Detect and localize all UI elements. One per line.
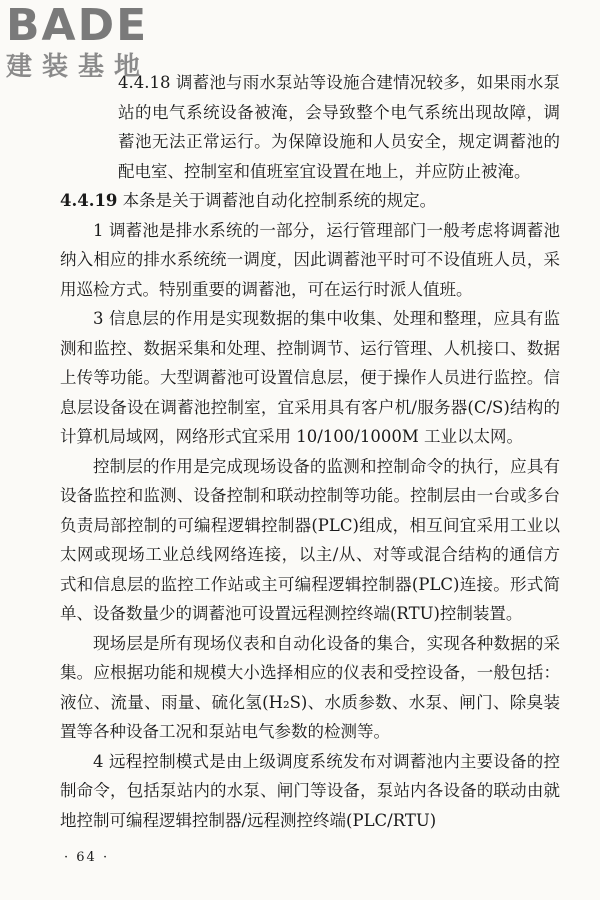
paragraph-control-layer: 控制层的作用是完成现场设备的监测和控制命令的执行，应具有设备监控和监测、设备控制和联动控制等功能。控制层由一台或多台负责局部控制的可编程逻辑控制器(PLC)组成，相互间宜采用工业以太网或现场工业总线网络连接，以主/从、对等或混合结构的通信方式和信息层的监控工作站或主可编程逻辑控制器(PLC)连接。形式简单、设备数量少的调蓄池可设置远程测控终端(RTU)控制装置。 (60, 456, 560, 623)
page-number: · 64 · (64, 850, 110, 865)
paragraph-4-4-19 (60, 186, 560, 216)
paragraph-item-4: 4 远程控制模式是由上级调度系统发布对调蓄池内主要设备的控制命令，包括泵站内的水泵、闸门等设备，泵站内各设备的联动由就地控制可编程逻辑控制器/远程测控终端(PLC/RTU) (60, 751, 560, 830)
paragraph-item-3: 3 信息层的作用是实现数据的集中收集、处理和整理，应具有监测和监控、数据采集和处理、控制调节、运行管理、人机接口、数据上传等功能。大型调蓄池可设置信息层，便于操作人员进行监控。信息层设备设在调蓄池控制室，宜采用具有客户机/服务器(C/S)结构的计算机局域网，网络形式宜采用 10/100/1000M 工业以太网。 (60, 309, 560, 446)
paragraph-item-1: 1 调蓄池是排水系统的一部分，运行管理部门一般考虑将调蓄池纳入相应的排水系统统一调度，因此调蓄池平时可不设值班人员，采用巡检方式。特别重要的调蓄池，可在运行时派人值班。 (60, 220, 560, 299)
paragraph-field-layer: 现场层是所有现场仪表和自动化设备的集合，实现各种数据的采集。应根据功能和规模大小选择相应的仪表和受控设备，一般包括：液位、流量、雨量、硫化氢(H₂S)、水质参数、水泵、闸门、除臭装置等各种设备工况和泵站电气参数的检测等。 (60, 633, 560, 741)
logo-subtitle-text: 建装基地 (6, 52, 151, 82)
paragraph-4-4-18: 4.4.18 调蓄池与雨水泵站等设施合建情况较多，如果雨水泵站的电气系统设备被淹，会导致整个电气系统出现故障，调蓄池无法正常运行。为保障设施和人员安全，规定调蓄池的配电室、控制室和值班室宜设置在地上，并应防止被淹。 (118, 73, 560, 181)
clause-number: 4.4.19 (60, 191, 118, 210)
document-body (60, 68, 560, 835)
clause-text: 本条是关于调蓄池自动化控制系统的规定。 (122, 191, 437, 210)
logo-brand-text: BADE (6, 0, 149, 51)
